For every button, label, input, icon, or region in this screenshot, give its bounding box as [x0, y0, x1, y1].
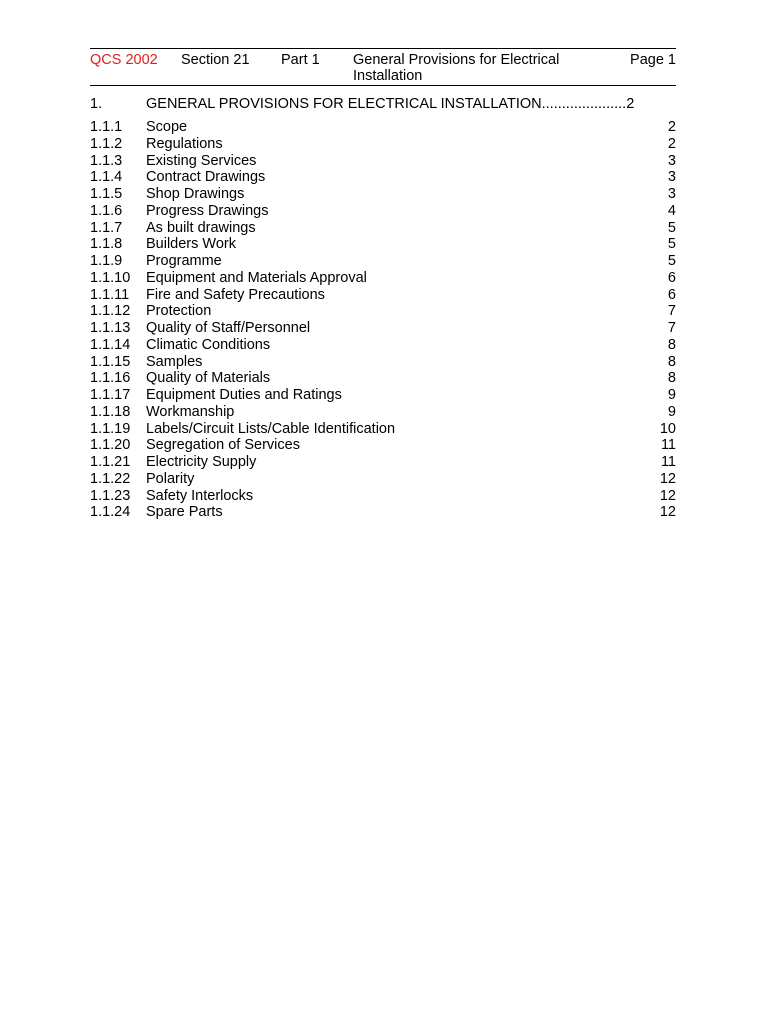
toc-entry-title: Progress Drawings: [146, 202, 269, 219]
toc-entry-title: Spare Parts: [146, 504, 223, 521]
toc-main-number: 1.: [90, 96, 103, 112]
toc-entry-number: 1.1.15: [90, 353, 131, 370]
toc-entry-number: 1.1.8: [90, 236, 123, 253]
toc-entry-title: Quality of Materials: [146, 370, 271, 387]
toc-entry-page: 12: [659, 470, 676, 487]
page-header: [90, 48, 676, 86]
toc-entry-page: 12: [659, 487, 676, 504]
toc-entry: [90, 236, 676, 253]
toc-entry-page: 11: [660, 437, 676, 454]
toc-entry-page: 9: [667, 387, 676, 403]
toc-entry: [90, 270, 676, 287]
toc-entry-number: 1.1.16: [90, 370, 131, 387]
toc-entry-page: 3: [667, 169, 676, 186]
toc-entry: [90, 119, 676, 136]
toc-entry-number: 1.1.14: [90, 336, 131, 353]
toc-entry: [90, 153, 676, 170]
toc-entry: [90, 186, 676, 203]
toc-entry-title: Contract Drawings: [146, 169, 266, 186]
toc-entry-number: 1.1.4: [90, 169, 123, 186]
header-section: Section 21: [181, 52, 250, 68]
toc-entry: [90, 370, 676, 387]
toc-entry: [90, 220, 676, 237]
toc-entry-page: 2: [667, 119, 676, 135]
toc-entry-number: 1.1.2: [90, 135, 123, 152]
toc-entry-page: 5: [667, 219, 676, 236]
toc-entry-number: 1.1.7: [90, 219, 123, 236]
toc-entry: [90, 320, 676, 337]
toc-entry-page: 8: [667, 336, 676, 353]
header-page-number: Page 1: [630, 52, 676, 68]
toc-entry-number: 1.1.11: [90, 286, 130, 303]
toc-entry: [90, 287, 676, 304]
toc-entry-number: 1.1.5: [90, 186, 123, 202]
toc-entry-number: 1.1.1: [90, 119, 123, 135]
toc-entry: [90, 136, 676, 153]
toc-entry-number: 1.1.13: [90, 320, 131, 336]
document-page: [90, 48, 676, 521]
toc-entry-title: As built drawings: [146, 219, 256, 236]
toc-entry-title: Regulations: [146, 135, 223, 152]
toc-entry: [90, 169, 676, 186]
toc-entry-title: Quality of Staff/Personnel: [146, 320, 311, 336]
toc-entry-title: Existing Services: [146, 152, 257, 169]
toc-entry-page: 8: [667, 370, 676, 387]
toc-entry-page: 6: [667, 286, 676, 303]
toc-entry-number: 1.1.21: [90, 454, 131, 470]
toc-entry-number: 1.1.20: [90, 437, 131, 454]
toc-entry-number: 1.1.18: [90, 403, 131, 420]
header-title: General Provisions for Electrical Installation: [353, 52, 560, 84]
toc-entry: [90, 454, 676, 471]
toc-entry-number: 1.1.3: [90, 152, 123, 169]
toc-entry: [90, 404, 676, 421]
toc-entry-page: 7: [667, 303, 676, 320]
toc-entry: [90, 354, 676, 371]
toc-entry-title: Safety Interlocks: [146, 487, 254, 504]
toc-entry-number: 1.1.24: [90, 504, 131, 521]
toc-entry: [90, 253, 676, 270]
toc-entry-page: 11: [660, 454, 676, 470]
toc-main-title: GENERAL PROVISIONS FOR ELECTRICAL INSTALLATION.....................2: [146, 96, 635, 112]
toc-entry-number: 1.1.12: [90, 303, 131, 320]
toc-entry: [90, 471, 676, 488]
toc-entry-title: Polarity: [146, 470, 195, 487]
toc-entry-page: 3: [667, 152, 676, 169]
toc-entry-page: 5: [667, 236, 676, 253]
toc-entry-title: Equipment Duties and Ratings: [146, 387, 342, 403]
toc-entry: [90, 337, 676, 354]
header-part: Part 1: [281, 52, 320, 68]
toc-entry-page: 3: [667, 186, 676, 202]
toc-entry-number: 1.1.19: [90, 420, 131, 437]
toc-entry-page: 8: [667, 353, 676, 370]
toc-entry: [90, 387, 676, 404]
toc-entry-page: 6: [667, 269, 676, 286]
toc-entry: [90, 421, 676, 438]
toc-main-entry: [90, 95, 676, 115]
toc-entry-page: 12: [659, 504, 676, 521]
toc-entry-page: 7: [667, 320, 676, 336]
toc-entry-title: Equipment and Materials Approval: [146, 269, 367, 286]
toc-entry-number: 1.1.10: [90, 269, 131, 286]
toc-entry-title: Climatic Conditions: [146, 336, 271, 353]
toc-entry-title: Electricity Supply: [146, 454, 257, 470]
toc-entry-page: 2: [667, 135, 676, 152]
toc-list: [90, 119, 676, 521]
header-standard-code: QCS 2002: [90, 52, 158, 68]
toc-entry-number: 1.1.22: [90, 470, 131, 487]
toc-entry-number: 1.1.9: [90, 253, 123, 269]
toc-entry-title: Fire and Safety Precautions: [146, 286, 325, 303]
toc-entry-title: Segregation of Services: [146, 437, 300, 454]
toc-entry: [90, 203, 676, 220]
toc-entry-title: Builders Work: [146, 236, 236, 253]
toc-entry-page: 9: [667, 403, 676, 420]
toc-entry-number: 1.1.17: [90, 387, 131, 403]
toc-entry-title: Shop Drawings: [146, 186, 245, 202]
toc-entry-number: 1.1.6: [90, 202, 123, 219]
toc-entry-title: Samples: [146, 353, 203, 370]
toc-entry-title: Labels/Circuit Lists/Cable Identification: [146, 420, 396, 437]
toc-entry-page: 10: [659, 420, 676, 437]
toc-entry-title: Workmanship: [146, 403, 235, 420]
toc-entry: [90, 303, 676, 320]
toc-entry-title: Scope: [146, 119, 188, 135]
toc-entry: [90, 437, 676, 454]
toc-entry-page: 4: [667, 202, 676, 219]
toc-entry-title: Protection: [146, 303, 212, 320]
toc-entry: [90, 488, 676, 505]
toc-entry-title: Programme: [146, 253, 222, 269]
toc-entry-page: 5: [667, 253, 676, 269]
toc-entry-number: 1.1.23: [90, 487, 131, 504]
toc-entry: [90, 504, 676, 521]
